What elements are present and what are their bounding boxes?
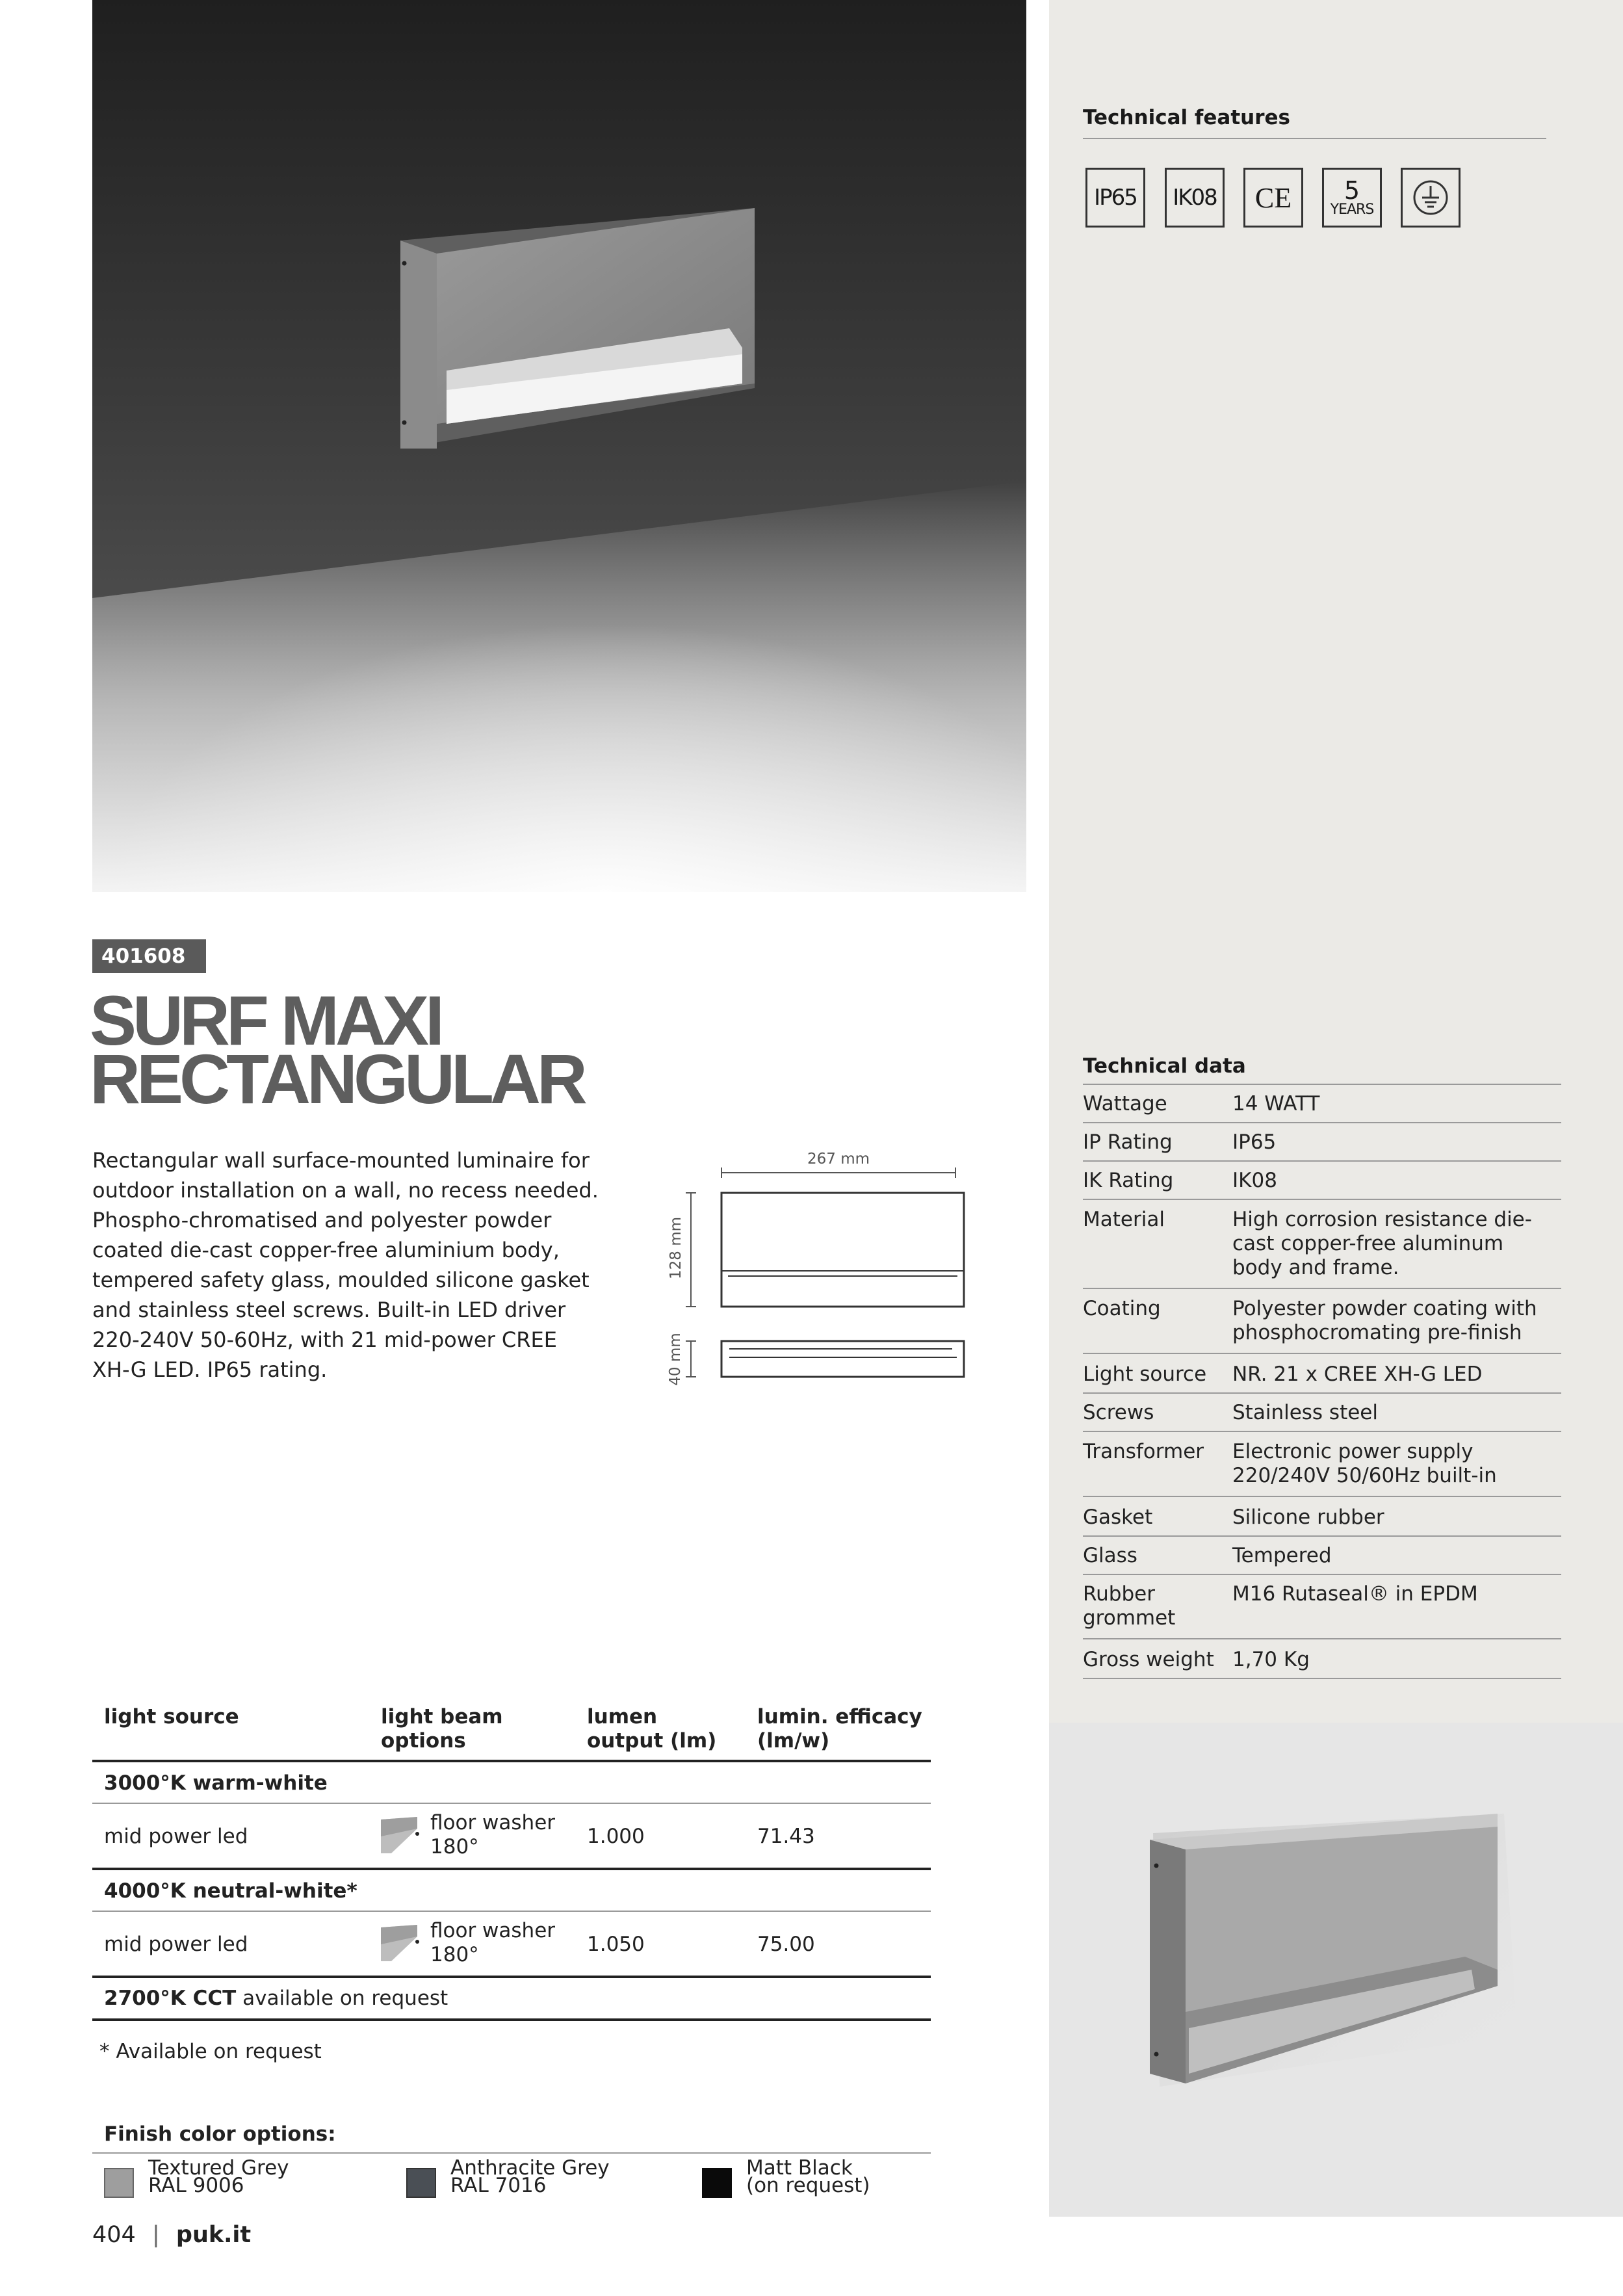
technical-features-title: Technical features [1083,106,1290,129]
tech-value: 1,70 Kg [1232,1648,1310,1671]
tech-value: NR. 21 x CREE XH-G LED [1232,1363,1483,1386]
cct-note [104,1987,448,2011]
finish-swatch-anthracite-grey [406,2168,436,2198]
product-title [90,981,675,1118]
tech-row-wattage [1083,1092,1561,1123]
tech-key: Light source [1083,1363,1207,1386]
luminaire-illustration [92,0,1026,892]
tech-row-glass [1083,1544,1561,1575]
page-number: 404 [92,2222,136,2248]
product-code-tag: 401608 [92,939,206,973]
dimension-width-label: 267 mm [807,1151,870,1168]
tech-key: Material [1083,1208,1165,1231]
tech-value: IP65 [1232,1130,1277,1154]
floor-washer-beam-icon [381,1925,420,1964]
tech-row-rubber-grommet [1083,1582,1561,1639]
tech-value: Tempered [1232,1544,1332,1567]
perf-header-light-beam: light beam options [381,1705,503,1753]
page-footer [92,2222,251,2248]
badge-label: IP65 [1094,185,1137,211]
technical-data-title: Technical data [1083,1054,1246,1078]
tech-value: M16 Rutaseal® in EPDM [1232,1582,1478,1606]
perf-beam-option: floor washer 180° [430,1811,556,1859]
dimension-height-label: 128 mm [668,1216,684,1280]
tech-value: Polyester powder coating with phosphocromating pre-finish [1232,1297,1537,1344]
finish-option-code: (on request) [746,2174,870,2197]
finish-option-code: RAL 9006 [148,2174,244,2197]
tech-key: Gross weight [1083,1648,1214,1671]
product-side-photo [1049,1723,1623,2217]
tech-row-gross-weight [1083,1648,1561,1679]
tech-key: Screws [1083,1401,1154,1424]
tech-row-transformer [1083,1440,1561,1497]
tech-row-light-source [1083,1363,1561,1394]
perf-header-efficacy: lumin. efficacy (lm/w) [757,1705,922,1753]
technical-data-divider [1083,1084,1561,1085]
tech-row-screws [1083,1401,1561,1432]
perf-lumen-value: 1.050 [587,1933,645,1956]
tech-value: 14 WATT [1232,1092,1320,1115]
perf-light-source: mid power led [104,1933,248,1956]
tech-row-coating [1083,1297,1561,1354]
product-description: Rectangular wall surface-mounted luminaire for outdoor installation on a wall, no recess needed. Phospho-chromatised and polyester powder coated die-cast copper-free aluminium body, tempered safety glass, moulded silicone gasket and stainless steel screws. Built-in LED driver 220-240V 50-60Hz, with 21 mid-power CREE XH-G LED. IP65 rating. [92,1148,599,1382]
finish-option-name: Textured Grey [148,2156,289,2180]
perf-group-end-rule [92,1868,931,1870]
finish-option-matt-black [746,2156,870,2197]
warranty-years-number: 5 [1344,176,1360,205]
ce-mark-icon [1243,168,1303,228]
perf-group-rule [92,1803,931,1804]
cct-rule [92,2018,931,2021]
finish-swatch-textured-grey [104,2168,134,2198]
tech-row-ip-rating [1083,1130,1561,1162]
tech-row-material [1083,1208,1561,1289]
tech-key: IK Rating [1083,1169,1174,1192]
tech-key: Transformer [1083,1440,1204,1463]
perf-group-rule [92,1911,931,1912]
perf-group-end-rule [92,1976,931,1978]
footer-website: puk.it [175,2222,252,2248]
perf-light-source: mid power led [104,1825,248,1848]
product-title-line2: RECTANGULAR [90,1039,584,1118]
finish-swatch-matt-black [702,2168,732,2198]
ground-earth-icon [1401,168,1461,228]
perf-header-rule [92,1760,931,1762]
perf-lumen-value: 1.000 [587,1825,645,1848]
tech-row-gasket [1083,1506,1561,1537]
luminaire-side-illustration [1049,1723,1623,2217]
perf-efficacy-value: 71.43 [757,1825,815,1848]
tech-key: Coating [1083,1297,1161,1320]
tech-row-ik-rating [1083,1169,1561,1200]
badge-label: IK08 [1173,185,1217,211]
hero-product-photo [92,0,1026,892]
cct-note-rest: available on request [242,1987,448,2010]
perf-group-title: 4000°K neutral-white* [104,1879,357,1903]
ik08-icon [1165,168,1225,228]
perf-efficacy-value: 75.00 [757,1933,815,1956]
ip65-icon [1085,168,1145,228]
perf-header-light-source: light source [104,1705,239,1729]
tech-key: Gasket [1083,1506,1153,1529]
warranty-icon [1322,168,1382,228]
cct-note-bold: 2700°K CCT [104,1987,237,2010]
tech-value: Silicone rubber [1232,1506,1384,1529]
tech-value: IK08 [1232,1169,1277,1192]
finish-title: Finish color options: [104,2122,336,2146]
finish-option-code: RAL 7016 [450,2174,547,2197]
tech-value: Electronic power supply 220/240V 50/60Hz built-in [1232,1440,1497,1487]
warranty-years-label: YEARS [1330,202,1374,218]
badge-label: CE [1254,181,1292,214]
dimension-drawing [656,1151,968,1398]
footnote: * Available on request [99,2040,322,2063]
tech-key: Wattage [1083,1092,1167,1115]
floor-washer-beam-icon [381,1817,420,1856]
dimension-depth-label: 40 mm [667,1333,684,1386]
tech-key: Rubber grommet [1083,1582,1176,1630]
product-title-line1: SURF MAXI [90,981,441,1060]
finish-option-anthracite-grey [450,2156,610,2197]
tech-value: Stainless steel [1232,1401,1378,1424]
tech-key: Glass [1083,1544,1137,1567]
finish-option-name: Matt Black [746,2156,853,2180]
perf-header-lumen-output: lumen output (lm) [587,1705,717,1753]
tech-key: IP Rating [1083,1130,1173,1154]
footer-separator: | [151,2222,160,2248]
tech-value: High corrosion resistance die-cast copper-free aluminum body and frame. [1232,1208,1532,1279]
perf-group-title: 3000°K warm-white [104,1771,328,1795]
technical-features-divider [1083,138,1546,139]
perf-beam-option: floor washer 180° [430,1919,556,1966]
finish-option-name: Anthracite Grey [450,2156,610,2180]
finish-rule [92,2152,931,2154]
finish-option-textured-grey [148,2156,289,2197]
